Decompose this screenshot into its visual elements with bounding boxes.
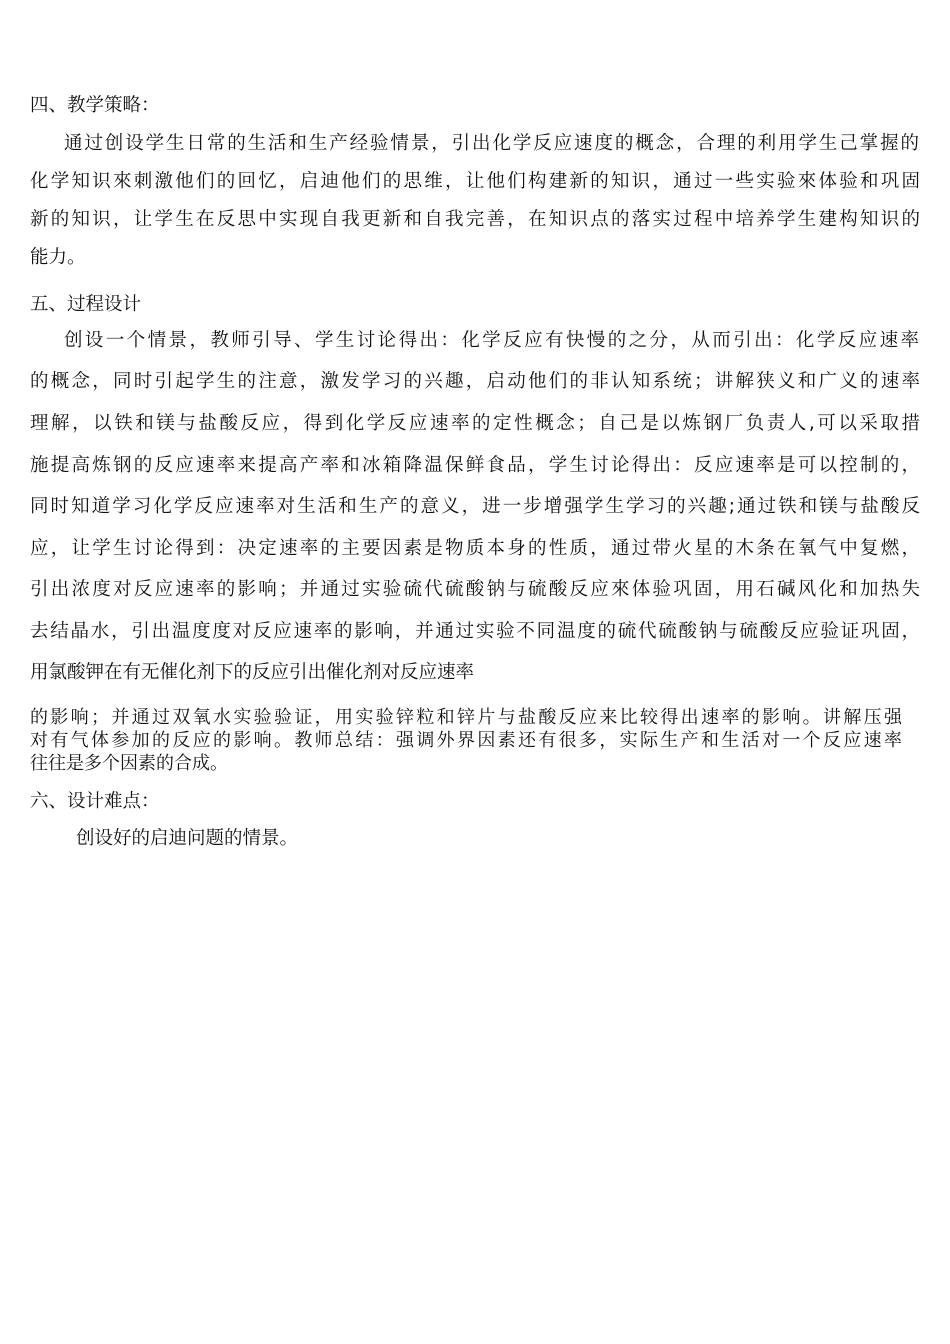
- section-6-heading: 六、设计难点：: [30, 791, 160, 812]
- section-5-line-9: 用氯酸钾在有无催化剂下的反应引出催化剂对反应速率: [30, 662, 475, 683]
- section-5-line-7: 引出浓度对反应速率的影响；并通过实验硫代硫酸钠与硫酸反应來体验巩固，用石碱风化和加热失: [30, 579, 920, 600]
- section-5-heading: 五、过程设计: [30, 294, 142, 315]
- section-5-line-8: 去结晶水，引出温度度对反应速率的影响，并通过实验不同温度的硫代硫酸钠与硫酸反应验证巩固，: [30, 621, 920, 642]
- section-4-line-4: 能力。: [30, 247, 86, 268]
- section-5-line-3: 理解，以铁和镁与盐酸反应，得到化学反应速率的定性概念；自己是以炼钢厂负责人,可以采取措: [30, 413, 920, 434]
- section-5-continuation-2: 对有气体参加的反应的影响。教师总结：强调外界因素还有很多，实际生产和生活对一个反应速率: [30, 730, 902, 751]
- section-5-continuation-3: 往往是多个因素的合成。: [30, 753, 228, 774]
- section-5-line-1: 创设一个情景，教师引导、学生讨论得出：化学反应有快慢的之分，从而引出：化学反应速率: [64, 330, 919, 351]
- section-4-line-2: 化学知识來刺激他们的回忆，启迪他们的思维，让他们构建新的知识，通过一些实验來体验和巩固: [30, 171, 920, 192]
- section-4-line-3: 新的知识，让学生在反思中实现自我更新和自我完善，在知识点的落实过程中培养学生建构知识的: [30, 209, 920, 230]
- section-5-line-4: 施提高炼钢的反应速率来提高产率和冰箱降温保鲜食品，学生讨论得出：反应速率是可以控制的，: [30, 455, 920, 476]
- section-5-line-5: 同时知道学习化学反应速率对生活和生产的意义，进一步增强学生学习的兴趣;通过铁和镁与盐酸反: [30, 496, 920, 517]
- section-5-line-2: 的概念，同时引起学生的注意，激发学习的兴趣，启动他们的非认知系统；讲解狭义和广义的速率: [30, 371, 920, 392]
- section-5-line-6: 应，让学生讨论得到：决定速率的主要因素是物质本身的性质，通过带火星的木条在氧气中复燃，: [30, 538, 920, 559]
- section-6-text: 创设好的启迪问题的情景。: [76, 828, 299, 849]
- section-5-continuation-1: 的影响；并通过双氧水实验验证，用实验锌粒和锌片与盐酸反应来比较得出速率的影响。讲解压强: [30, 707, 902, 728]
- section-4-line-1: 通过创设学生日常的生活和生产经验情景，引出化学反应速度的概念，合理的利用学生己掌握的: [64, 133, 919, 154]
- section-4-heading: 四、教学策略：: [30, 95, 160, 116]
